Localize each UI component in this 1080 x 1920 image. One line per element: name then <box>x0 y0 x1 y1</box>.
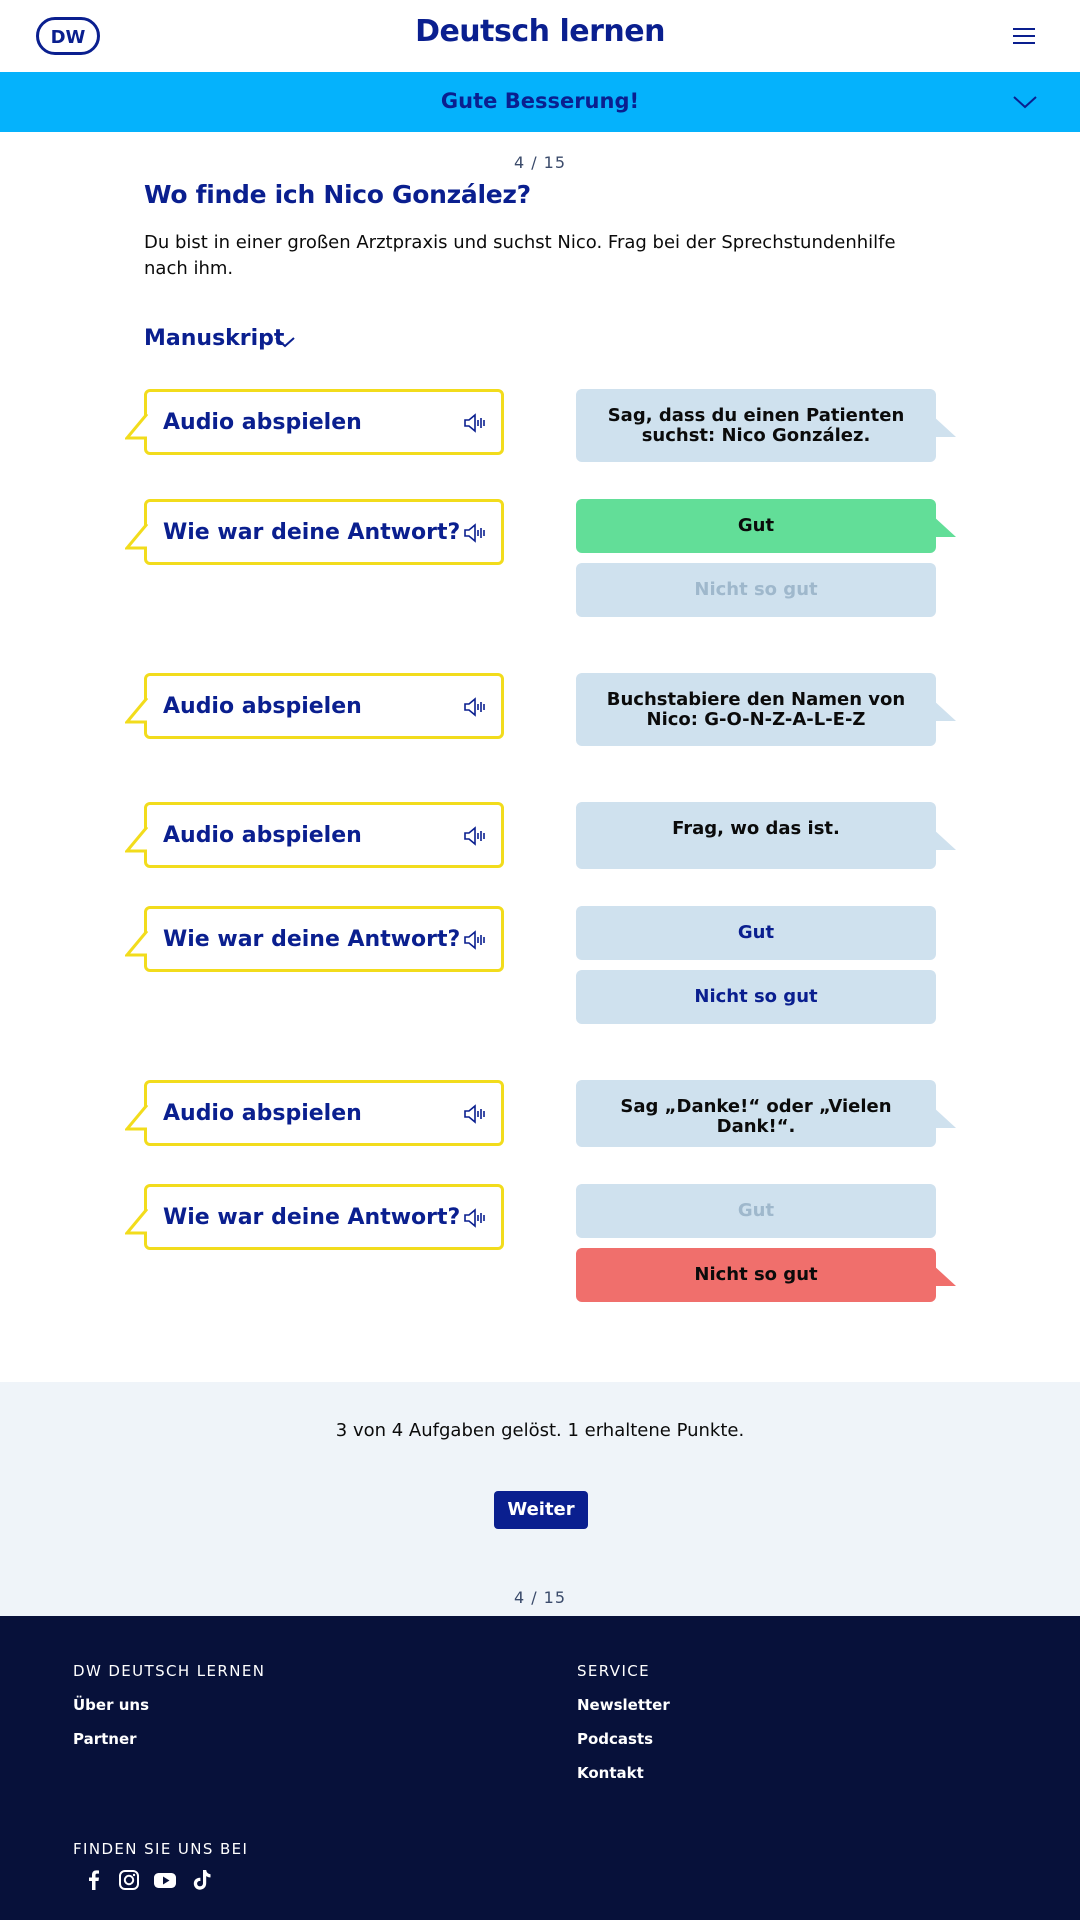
audio-play-label: Audio abspielen <box>163 410 362 435</box>
manuskript-toggle[interactable]: Manuskript <box>144 326 285 351</box>
answer-bad-button[interactable] <box>576 970 936 1024</box>
footer-link-partner[interactable]: Partner <box>73 1730 137 1748</box>
answer-good-button[interactable] <box>576 1184 936 1238</box>
rate-answer-label: Wie war deine Antwort? <box>163 520 461 545</box>
footer-link-newsletter[interactable]: Newsletter <box>577 1696 670 1714</box>
chevron-down-icon[interactable] <box>274 336 296 348</box>
tiktok-icon[interactable] <box>187 1866 215 1894</box>
answer-bad-label: Nicht so gut <box>694 1264 818 1285</box>
bubble-tail <box>932 415 956 437</box>
facebook-icon[interactable] <box>80 1866 108 1894</box>
rate-answer-bubble[interactable] <box>144 499 504 565</box>
speaker-icon[interactable] <box>463 825 487 847</box>
topic-title: Gute Besserung! <box>440 89 640 113</box>
result-summary: 3 von 4 Aufgaben gelöst. 1 erhaltene Punkte. <box>335 1420 745 1441</box>
footer-heading-social: FINDEN SIE UNS BEI <box>73 1840 249 1858</box>
bubble-tail <box>125 522 149 552</box>
rate-answer-label: Wie war deine Antwort? <box>163 1205 461 1230</box>
prompt-text: Buchstabiere den Namen von Nico: G-O-N-Z-A-L-E-Z <box>606 689 906 730</box>
audio-play-bubble[interactable] <box>144 1080 504 1146</box>
footer-link-contact[interactable]: Kontakt <box>577 1764 644 1782</box>
site-header <box>0 0 1080 72</box>
chevron-down-icon[interactable] <box>1012 94 1038 110</box>
answer-bad-label: Nicht so gut <box>694 986 818 1007</box>
prompt-text: Sag „Danke!“ oder „Vielen Dank!“. <box>620 1096 892 1137</box>
topic-bar[interactable] <box>0 72 1080 132</box>
site-footer <box>0 1616 1080 1920</box>
result-section <box>0 1382 1080 1616</box>
speaker-icon[interactable] <box>463 1207 487 1229</box>
bubble-tail <box>125 825 149 855</box>
rate-answer-bubble[interactable] <box>144 906 504 972</box>
answer-bad-label: Nicht so gut <box>694 579 818 600</box>
answer-good-label: Gut <box>737 1200 775 1221</box>
speaker-icon[interactable] <box>463 412 487 434</box>
bubble-tail <box>125 1207 149 1237</box>
audio-play-bubble[interactable] <box>144 673 504 739</box>
footer-link-about[interactable]: Über uns <box>73 1696 149 1714</box>
audio-play-label: Audio abspielen <box>163 694 362 719</box>
bubble-tail <box>932 515 956 537</box>
bubble-tail <box>125 696 149 726</box>
bubble-tail <box>932 828 956 850</box>
rate-answer-bubble[interactable] <box>144 1184 504 1250</box>
next-button[interactable]: Weiter <box>494 1491 588 1529</box>
footer-heading-dw: DW DEUTSCH LERNEN <box>73 1662 266 1680</box>
hamburger-menu-icon[interactable] <box>1012 26 1036 46</box>
answer-good-button[interactable] <box>576 906 936 960</box>
audio-play-label: Audio abspielen <box>163 1101 362 1126</box>
prompt-text: Sag, dass du einen Patienten suchst: Nico González. <box>607 405 905 446</box>
bubble-tail <box>125 1103 149 1133</box>
speaker-icon[interactable] <box>463 929 487 951</box>
instagram-icon[interactable] <box>115 1866 143 1894</box>
audio-play-label: Audio abspielen <box>163 823 362 848</box>
audio-play-bubble[interactable] <box>144 802 504 868</box>
prompt-bubble <box>576 673 936 746</box>
speaker-icon[interactable] <box>463 1103 487 1125</box>
exercise-title: Wo finde ich Nico González? <box>144 180 531 209</box>
prompt-bubble <box>576 389 936 462</box>
svg-text:DW: DW <box>50 27 86 48</box>
bubble-tail <box>932 1264 956 1286</box>
answer-good-button[interactable] <box>576 499 936 553</box>
speaker-icon[interactable] <box>463 522 487 544</box>
bubble-tail <box>125 412 149 442</box>
bubble-tail <box>125 929 149 959</box>
prompt-bubble <box>576 1080 936 1147</box>
prompt-bubble <box>576 802 936 869</box>
footer-link-podcasts[interactable]: Podcasts <box>577 1730 654 1748</box>
bubble-tail <box>932 699 956 721</box>
exercise-counter: 4 / 15 <box>513 1588 567 1607</box>
answer-bad-button[interactable] <box>576 563 936 617</box>
answer-good-label: Gut <box>737 515 775 536</box>
exercise-instruction: Du bist in einer großen Arztpraxis und suchst Nico. Frag bei der Sprechstundenhilfe nach ihm. <box>144 232 896 279</box>
rate-answer-label: Wie war deine Antwort? <box>163 927 461 952</box>
prompt-text: Frag, wo das ist. <box>672 818 840 839</box>
answer-good-label: Gut <box>737 922 775 943</box>
youtube-icon[interactable] <box>151 1866 179 1894</box>
footer-heading-service: SERVICE <box>577 1662 651 1680</box>
bubble-tail <box>932 1106 956 1128</box>
site-title[interactable]: Deutsch lernen <box>415 14 665 49</box>
speaker-icon[interactable] <box>463 696 487 718</box>
exercise-counter: 4 / 15 <box>513 153 567 172</box>
audio-play-bubble[interactable] <box>144 389 504 455</box>
answer-bad-button[interactable] <box>576 1248 936 1302</box>
